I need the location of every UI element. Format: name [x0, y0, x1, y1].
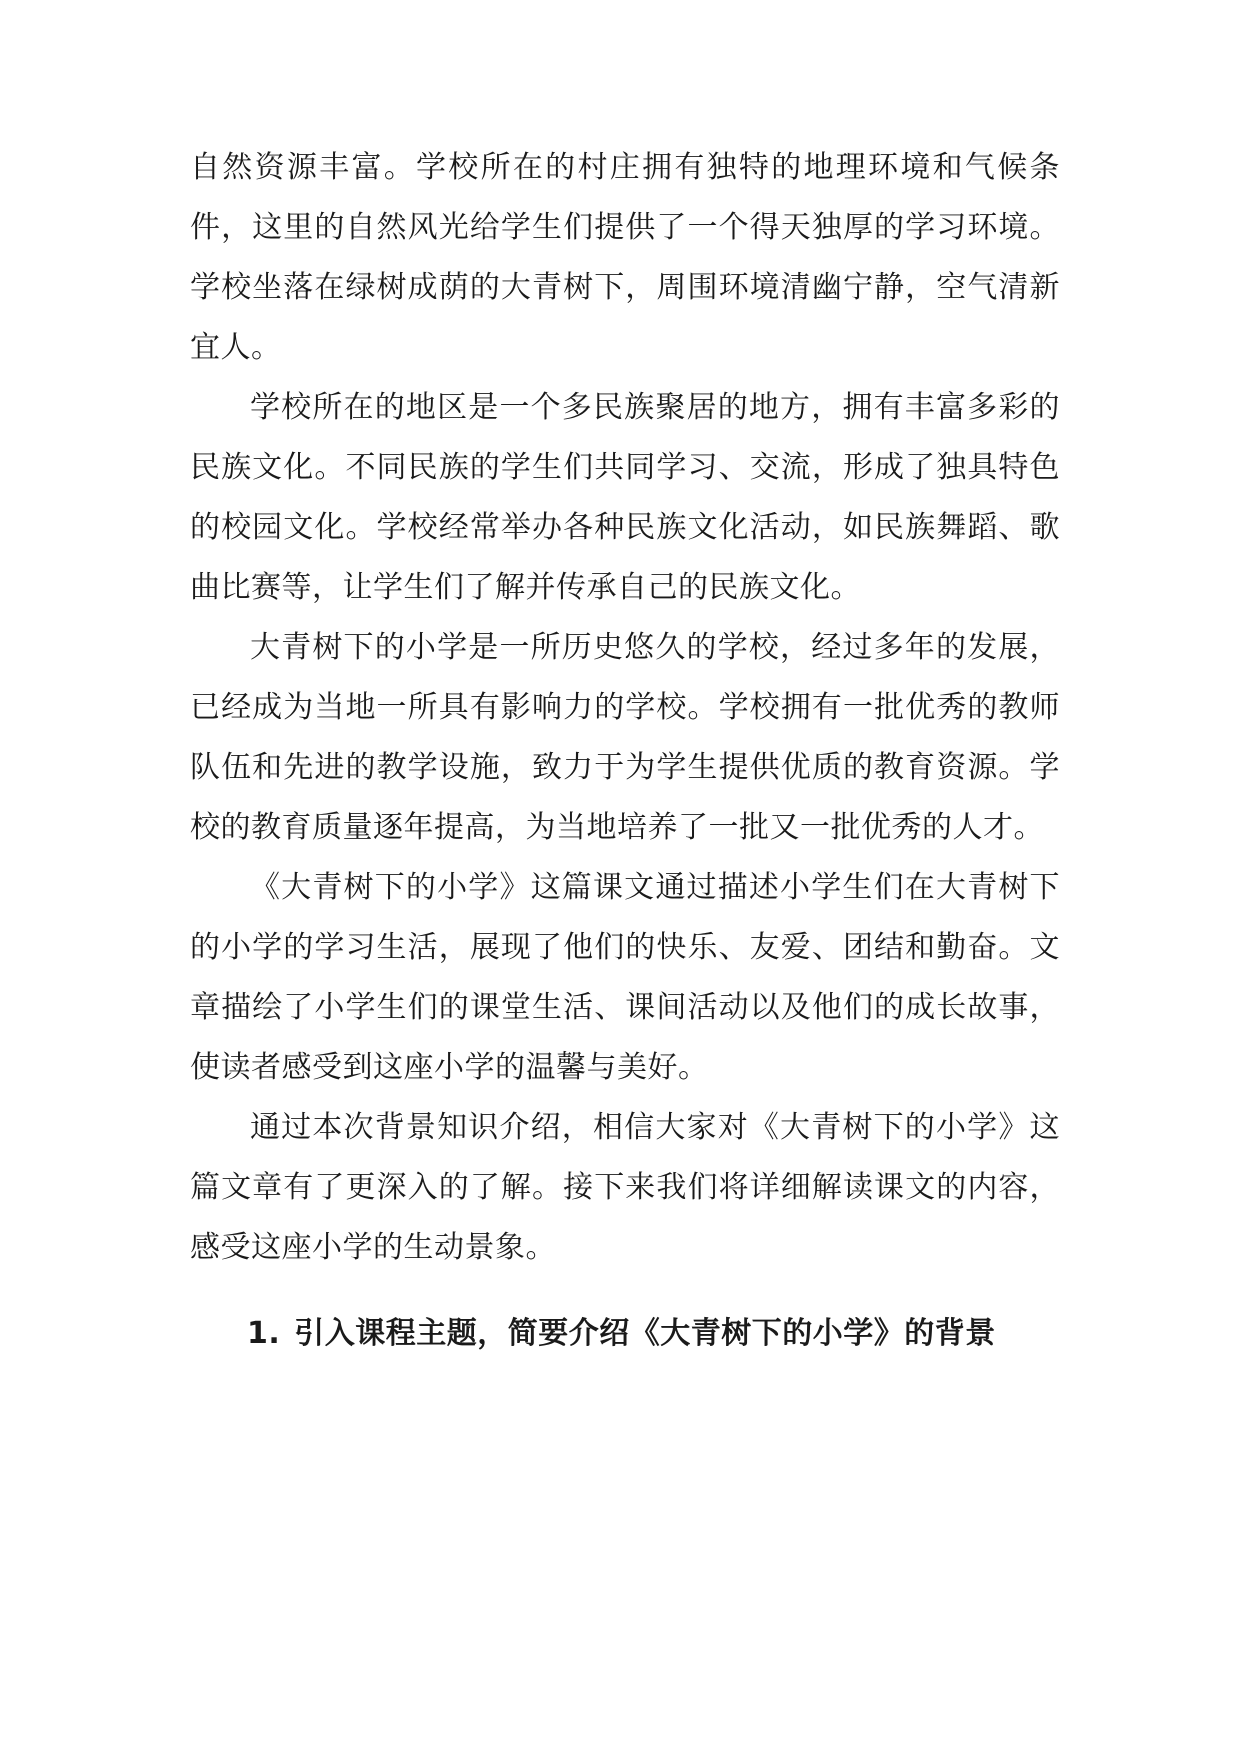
paragraph-school-history: 大青树下的小学是一所历史悠久的学校，经过多年的发展，已经成为当地一所具有影响力的学校。学校拥有一批优秀的教师队伍和先进的教学设施，致力于为学生提供优质的教育资源。学校的教育质量逐年提高，为当地培养了一批又一批优秀的人才。 [190, 630, 1060, 845]
paragraph-ethnic-culture: 学校所在的地区是一个多民族聚居的地方，拥有丰富多彩的民族文化。不同民族的学生们共同学习、交流，形成了独具特色的校园文化。学校经常举办各种民族文化活动，如民族舞蹈、歌曲比赛等，让学生们了解并传承自己的民族文化。 [190, 390, 1060, 605]
section-heading [190, 1304, 1060, 1364]
heading-text: 引入课程主题，简要介绍《大青树下的小学》的背景 [294, 1316, 996, 1351]
paragraph-natural-resources: 自然资源丰富。学校所在的村庄拥有独特的地理环境和气候条件，这里的自然风光给学生们提供了一个得天独厚的学习环境。学校坐落在绿树成荫的大青树下，周围环境清幽宁静，空气清新宜人。 [190, 150, 1060, 365]
paragraph-text-summary: 《大青树下的小学》这篇课文通过描述小学生们在大青树下的小学的学习生活，展现了他们的快乐、友爱、团结和勤奋。文章描绘了小学生们的课堂生活、课间活动以及他们的成长故事，使读者感受到这座小学的温馨与美好。 [190, 870, 1060, 1085]
document-body [190, 138, 1060, 1364]
paragraph-conclusion: 通过本次背景知识介绍，相信大家对《大青树下的小学》这篇文章有了更深入的了解。接下来我们将详细解读课文的内容，感受这座小学的生动景象。 [190, 1110, 1060, 1265]
heading-number: 1. [247, 1316, 281, 1351]
section-heading-wrap [190, 1304, 1060, 1364]
